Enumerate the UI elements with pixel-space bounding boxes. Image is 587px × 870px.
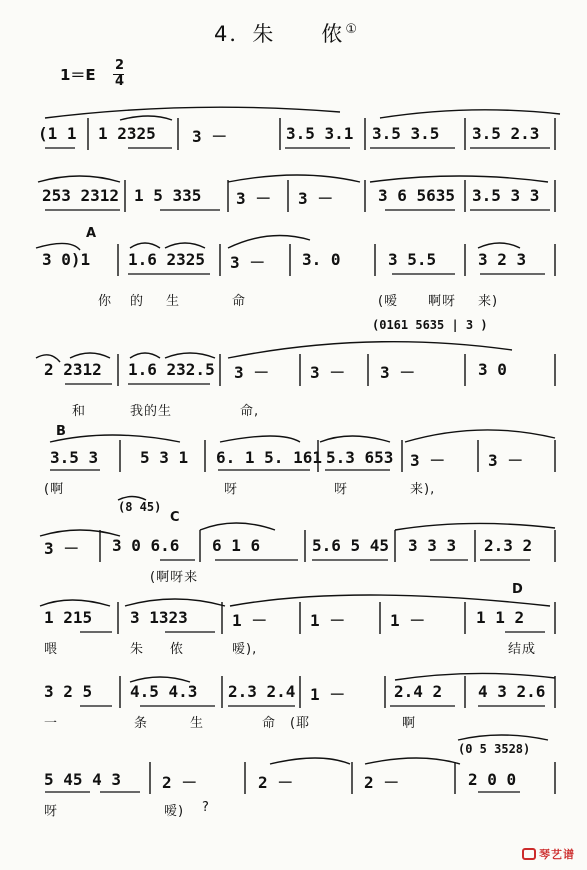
- lyric: 命: [232, 294, 247, 309]
- accompaniment-figure: (8 45): [118, 500, 162, 514]
- line-8-m5: 2.4 2: [394, 682, 443, 701]
- rehearsal-mark-c: C: [170, 510, 180, 525]
- line-8-m6: 4 3 2.6: [478, 682, 546, 701]
- lyric: 啊: [402, 716, 417, 731]
- lyric: 生: [166, 294, 181, 309]
- rehearsal-mark-a: A: [86, 226, 97, 241]
- line-3-m3: 3 －: [230, 253, 266, 272]
- line-3-m1: 3 0)1: [42, 250, 91, 269]
- line-7-m3: 1 －: [232, 611, 268, 630]
- lyric: 和: [72, 404, 87, 419]
- line-8-m3: 2.3 2.4: [228, 682, 296, 701]
- line-7-m2: 3 1323: [130, 608, 188, 627]
- line-2-m1: 253 2312: [42, 186, 120, 205]
- lyric: 呀: [224, 482, 239, 497]
- lyric: 嗳): [164, 804, 185, 819]
- line-3-m6: 3 2 3: [478, 250, 527, 269]
- watermark-logo: [522, 846, 575, 862]
- rehearsal-mark-b: B: [56, 424, 66, 439]
- line-7-m1: 1 215: [44, 608, 93, 627]
- line-5-m2: 5 3 1: [140, 448, 189, 467]
- line-8-m2: 4.5 4.3: [130, 682, 198, 701]
- lyric: 啊呀: [428, 294, 457, 309]
- line-5-m5: 3 －: [410, 451, 446, 470]
- lyric: 喂: [44, 642, 59, 657]
- line-6-m2: 3 0 6.6: [112, 536, 180, 555]
- line-5-m4: 5.3 653: [326, 448, 394, 467]
- line-2-m6: 3.5 3 3: [472, 186, 540, 205]
- line-1-m5: 3.5 3.5: [372, 124, 440, 143]
- line-6-m1: 3 －: [44, 539, 80, 558]
- lyric: 结成: [508, 642, 537, 657]
- line-1-m1: (1 1: [38, 124, 77, 143]
- lyric: 的: [130, 294, 145, 309]
- accompaniment-figure: (0 5 3528): [458, 742, 531, 756]
- lyric: 生: [190, 716, 205, 731]
- line-6-m5: 3 3 3: [408, 536, 457, 555]
- line-9-m3: 2 －: [258, 773, 294, 792]
- lyric: (啊: [44, 482, 65, 497]
- piano-icon: [522, 848, 536, 860]
- line-4-m5: 3 －: [380, 363, 416, 382]
- line-4-m2: 1.6 232.5: [128, 360, 215, 379]
- lyric: 呀: [44, 804, 59, 819]
- rehearsal-mark-d: D: [512, 582, 523, 597]
- lyric: (嗳: [378, 294, 399, 309]
- line-3-m4: 3. 0: [302, 250, 341, 269]
- line-2-m4: 3 －: [298, 189, 334, 208]
- lyric: 命,: [240, 404, 260, 419]
- time-signature-bottom: 4: [115, 74, 125, 89]
- lyric: ?: [202, 800, 210, 815]
- accompaniment-figure: (0161 5635 | 3 ): [372, 318, 488, 332]
- line-1-m3: 3 －: [192, 127, 228, 146]
- lyric: 条: [134, 716, 149, 731]
- line-5-m1: 3.5 3: [50, 448, 99, 467]
- page-title: 4．朱 侬①: [214, 22, 360, 46]
- line-1-m6: 3.5 2.3: [472, 124, 540, 143]
- line-5-m6: 3 －: [488, 451, 524, 470]
- key-signature: 1＝E: [60, 66, 96, 84]
- line-7-m6: 1 1 2: [476, 608, 525, 627]
- line-9-m4: 2 －: [364, 773, 400, 792]
- line-1-m2: 1 2325: [98, 124, 156, 143]
- line-7-m5: 1 －: [390, 611, 426, 630]
- lyric: 朱: [130, 642, 145, 657]
- lyric: (耶: [290, 716, 311, 731]
- line-8-m4: 1 －: [310, 685, 346, 704]
- line-4-m3: 3 －: [234, 363, 270, 382]
- line-5-m3: 6. 1 5. 161: [216, 448, 322, 467]
- line-9-m1: 5 45 4 3: [44, 770, 122, 789]
- line-4-m1: 2 2312: [44, 360, 102, 379]
- line-4-m6: 3 0: [478, 360, 507, 379]
- line-3-m2: 1.6 2325: [128, 250, 206, 269]
- lyric: 侬: [170, 642, 185, 657]
- lyric: 嗳),: [232, 642, 258, 657]
- line-7-m4: 1 －: [310, 611, 346, 630]
- lyric: (啊呀来: [150, 570, 199, 585]
- watermark-text: 琴艺谱: [539, 848, 575, 861]
- footnote-mark: ①: [345, 22, 360, 37]
- line-8-m1: 3 2 5: [44, 682, 93, 701]
- lyric: 你: [98, 294, 113, 309]
- line-4-m4: 3 －: [310, 363, 346, 382]
- line-2-m3: 3 －: [236, 189, 272, 208]
- lyric: 来): [478, 294, 499, 309]
- line-6-m3: 6 1 6: [212, 536, 261, 555]
- line-6-m4: 5.6 5 45: [312, 536, 390, 555]
- lyric: 呀: [334, 482, 349, 497]
- line-9-m5: 2 0 0: [468, 770, 517, 789]
- lyric: 来),: [410, 482, 436, 497]
- line-9-m2: 2 －: [162, 773, 198, 792]
- line-3-m5: 3 5.5: [388, 250, 437, 269]
- lyric: 一: [44, 716, 59, 731]
- lyric: 我的生: [130, 404, 173, 419]
- line-6-m6: 2.3 2: [484, 536, 533, 555]
- line-2-m5: 3 6 5635: [378, 186, 456, 205]
- line-2-m2: 1 5 335: [134, 186, 202, 205]
- time-signature-top: 2: [115, 58, 125, 73]
- lyric: 命: [262, 716, 277, 731]
- line-1-m4: 3.5 3.1: [286, 124, 354, 143]
